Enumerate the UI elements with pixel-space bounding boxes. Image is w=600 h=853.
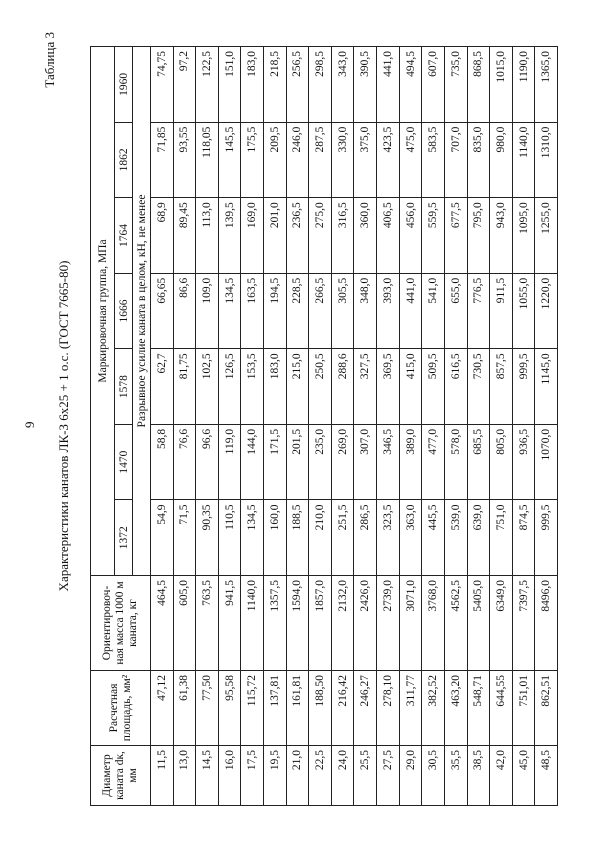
table-cell: 275,0 [309,198,332,274]
table-cell: 278,10 [377,671,400,746]
table-cell: 456,0 [399,198,422,274]
table-cell: 218,5 [264,47,287,123]
table-cell: 153,5 [241,349,264,425]
table-cell: 857,5 [490,349,513,425]
table-cell: 323,5 [377,500,400,576]
table-cell: 61,38 [173,671,196,746]
table-cell: 151,0 [218,47,241,123]
table-cell: 95,58 [218,671,241,746]
table-cell: 616,5 [444,349,467,425]
table-cell: 113,0 [196,198,219,274]
header-grade-1470: 1470 [115,424,133,500]
header-grade-1764: 1764 [115,198,133,274]
table-cell: 188,50 [309,671,332,746]
table-cell: 183,0 [241,47,264,123]
table-cell: 441,0 [377,47,400,123]
table-cell: 228,5 [286,273,309,349]
table-cell: 911,5 [490,273,513,349]
table-cell: 74,75 [151,47,174,123]
table-cell: 541,0 [422,273,445,349]
table-cell: 311,77 [399,671,422,746]
table-cell: 423,5 [377,122,400,198]
table-cell: 161,81 [286,671,309,746]
table-cell: 216,42 [331,671,354,746]
table-cell: 19,5 [264,746,287,806]
table-cell: 160,0 [264,500,287,576]
header-area: Расчетная площадь, мм² [91,671,151,746]
table-cell: 89,45 [173,198,196,274]
table-cell: 13,0 [173,746,196,806]
table-cell: 751,01 [512,671,535,746]
table-cell: 363,0 [399,500,422,576]
table-cell: 71,85 [151,122,174,198]
table-cell: 8496,0 [535,576,558,671]
table-cell: 1255,0 [535,198,558,274]
table-cell: 137,81 [264,671,287,746]
table-cell: 17,5 [241,746,264,806]
table-cell: 707,0 [444,122,467,198]
table-cell: 126,5 [218,349,241,425]
table-cell: 77,50 [196,671,219,746]
table-cell: 2426,0 [354,576,377,671]
header-grade-1666: 1666 [115,273,133,349]
table-cell: 25,5 [354,746,377,806]
table-cell: 463,20 [444,671,467,746]
table-cell: 1594,0 [286,576,309,671]
table-row [218,47,241,806]
table-cell: 795,0 [467,198,490,274]
table-cell: 1220,0 [535,273,558,349]
table-cell: 58,8 [151,424,174,500]
table-row [467,47,490,806]
table-cell: 4562,5 [444,576,467,671]
table-cell: 29,0 [399,746,422,806]
table-cell: 6349,0 [490,576,513,671]
table-cell: 936,5 [512,424,535,500]
table-cell: 1055,0 [512,273,535,349]
table-row [377,47,400,806]
table-cell: 835,0 [467,122,490,198]
table-row [490,47,513,806]
table-cell: 81,75 [173,349,196,425]
table-cell: 287,5 [309,122,332,198]
table-cell: 751,0 [490,500,513,576]
table-cell: 441,0 [399,273,422,349]
table-cell: 16,0 [218,746,241,806]
table-cell: 369,5 [377,349,400,425]
table-row [309,47,332,806]
header-grade-1578: 1578 [115,349,133,425]
table-cell: 93,55 [173,122,196,198]
table-cell: 3768,0 [422,576,445,671]
table-cell: 163,5 [241,273,264,349]
table-cell: 246,27 [354,671,377,746]
table-cell: 27,5 [377,746,400,806]
table-cell: 375,0 [354,122,377,198]
table-row [399,47,422,806]
header-grade-1862: 1862 [115,122,133,198]
table-cell: 251,5 [331,500,354,576]
table-cell: 346,5 [377,424,400,500]
table-cell: 201,0 [264,198,287,274]
table-row [196,47,219,806]
table-cell: 999,5 [512,349,535,425]
table-cell: 45,0 [512,746,535,806]
table-cell: 307,0 [354,424,377,500]
table-cell: 24,0 [331,746,354,806]
table-cell: 171,5 [264,424,287,500]
table-cell: 66,65 [151,273,174,349]
table-cell: 134,5 [241,500,264,576]
table-cell: 3071,0 [399,576,422,671]
table-cell: 115,72 [241,671,264,746]
table-row [512,47,535,806]
table-cell: 288,6 [331,349,354,425]
table-cell: 639,0 [467,500,490,576]
table-cell: 134,5 [218,273,241,349]
table-cell: 360,0 [354,198,377,274]
table-cell: 735,0 [444,47,467,123]
table-cell: 169,0 [241,198,264,274]
table-cell: 139,5 [218,198,241,274]
table-cell: 327,5 [354,349,377,425]
table-cell: 445,5 [422,500,445,576]
table-row [354,47,377,806]
table-cell: 406,5 [377,198,400,274]
table-cell: 235,0 [309,424,332,500]
table-cell: 583,5 [422,122,445,198]
table-cell: 548,71 [467,671,490,746]
table-cell: 102,5 [196,349,219,425]
table-cell: 188,5 [286,500,309,576]
table-cell: 316,5 [331,198,354,274]
table-cell: 109,0 [196,273,219,349]
table-cell: 96,6 [196,424,219,500]
table-label: Таблица 3 [42,32,57,88]
table-cell: 71,5 [173,500,196,576]
table-cell: 805,0 [490,424,513,500]
table-cell: 76,6 [173,424,196,500]
table-cell: 30,5 [422,746,445,806]
table-cell: 330,0 [331,122,354,198]
table-cell: 38,5 [467,746,490,806]
table-cell: 246,0 [286,122,309,198]
table-cell: 655,0 [444,273,467,349]
table-cell: 144,0 [241,424,264,500]
table-cell: 110,5 [218,500,241,576]
table-cell: 48,5 [535,746,558,806]
table-cell: 11,5 [151,746,174,806]
table-cell: 1857,0 [309,576,332,671]
table-cell: 145,5 [218,122,241,198]
table-cell: 862,51 [535,671,558,746]
table-cell: 22,5 [309,746,332,806]
table-cell: 578,0 [444,424,467,500]
table-row [444,47,467,806]
table-cell: 477,0 [422,424,445,500]
table-cell: 343,0 [331,47,354,123]
header-mass: Ориентировоч-ная масса 1000 м каната, кг [91,576,151,671]
table-cell: 1070,0 [535,424,558,500]
table-cell: 256,5 [286,47,309,123]
header-diameter: Диаметр каната dк, мм [91,746,151,806]
header-grade-1960: 1960 [115,47,133,123]
table-cell: 209,5 [264,122,287,198]
table-cell: 305,5 [331,273,354,349]
table-row [173,47,196,806]
table-title: Характеристики канатов ЛК-З 6х25 + 1 о.с. (ГОСТ 7665-80) [56,260,71,592]
table-cell: 999,5 [535,500,558,576]
table-cell: 1365,0 [535,47,558,123]
table-cell: 393,0 [377,273,400,349]
table-cell: 980,0 [490,122,513,198]
table-cell: 175,5 [241,122,264,198]
table-cell: 776,5 [467,273,490,349]
table-cell: 183,0 [264,349,287,425]
table-cell: 475,0 [399,122,422,198]
table-cell: 763,5 [196,576,219,671]
table-row [151,47,174,806]
table-row [535,47,558,806]
table-cell: 54,9 [151,500,174,576]
rope-characteristics-table [90,46,558,806]
table-cell: 298,5 [309,47,332,123]
table-cell: 250,5 [309,349,332,425]
table-cell: 266,5 [309,273,332,349]
table-cell: 14,5 [196,746,219,806]
table-cell: 201,5 [286,424,309,500]
table-cell: 685,5 [467,424,490,500]
table-cell: 5405,0 [467,576,490,671]
table-row [264,47,287,806]
table-cell: 644,55 [490,671,513,746]
page-number: 9 [22,421,37,428]
table-cell: 1015,0 [490,47,513,123]
table-cell: 7397,5 [512,576,535,671]
header-group: Маркировочная группа, МПа [91,47,115,576]
table-cell: 97,2 [173,47,196,123]
table-cell: 21,0 [286,746,309,806]
table-row [331,47,354,806]
table-cell: 348,0 [354,273,377,349]
table-cell: 464,5 [151,576,174,671]
table-row [241,47,264,806]
table-cell: 286,5 [354,500,377,576]
table-cell: 1357,5 [264,576,287,671]
table-cell: 559,5 [422,198,445,274]
table-cell: 1095,0 [512,198,535,274]
table-cell: 62,7 [151,349,174,425]
table-row [422,47,445,806]
table-cell: 42,0 [490,746,513,806]
table-cell: 215,0 [286,349,309,425]
table-cell: 269,0 [331,424,354,500]
table-cell: 874,5 [512,500,535,576]
table-cell: 1145,0 [535,349,558,425]
rotated-page [20,26,580,826]
header-force: Разрывное усилие каната в целом, кН, не менее [133,47,151,576]
table-cell: 605,0 [173,576,196,671]
table-cell: 86,6 [173,273,196,349]
table-cell: 194,5 [264,273,287,349]
table-cell: 1310,0 [535,122,558,198]
table-cell: 1190,0 [512,47,535,123]
table-cell: 941,5 [218,576,241,671]
table-cell: 47,12 [151,671,174,746]
table-cell: 415,0 [399,349,422,425]
table-cell: 730,5 [467,349,490,425]
table-cell: 494,5 [399,47,422,123]
table-cell: 119,0 [218,424,241,500]
table-cell: 943,0 [490,198,513,274]
table-cell: 868,5 [467,47,490,123]
table-cell: 2132,0 [331,576,354,671]
table-cell: 382,52 [422,671,445,746]
table-cell: 509,5 [422,349,445,425]
table-cell: 35,5 [444,746,467,806]
table-cell: 210,0 [309,500,332,576]
table-cell: 90,35 [196,500,219,576]
table-cell: 118,05 [196,122,219,198]
table-cell: 1140,0 [241,576,264,671]
header-grade-1372: 1372 [115,500,133,576]
table-cell: 390,5 [354,47,377,123]
table-cell: 2739,0 [377,576,400,671]
table-cell: 122,5 [196,47,219,123]
table-cell: 1140,0 [512,122,535,198]
table-cell: 68,9 [151,198,174,274]
table-cell: 677,5 [444,198,467,274]
table-cell: 539,0 [444,500,467,576]
table-cell: 236,5 [286,198,309,274]
table-cell: 389,0 [399,424,422,500]
table-row [286,47,309,806]
table-cell: 607,0 [422,47,445,123]
